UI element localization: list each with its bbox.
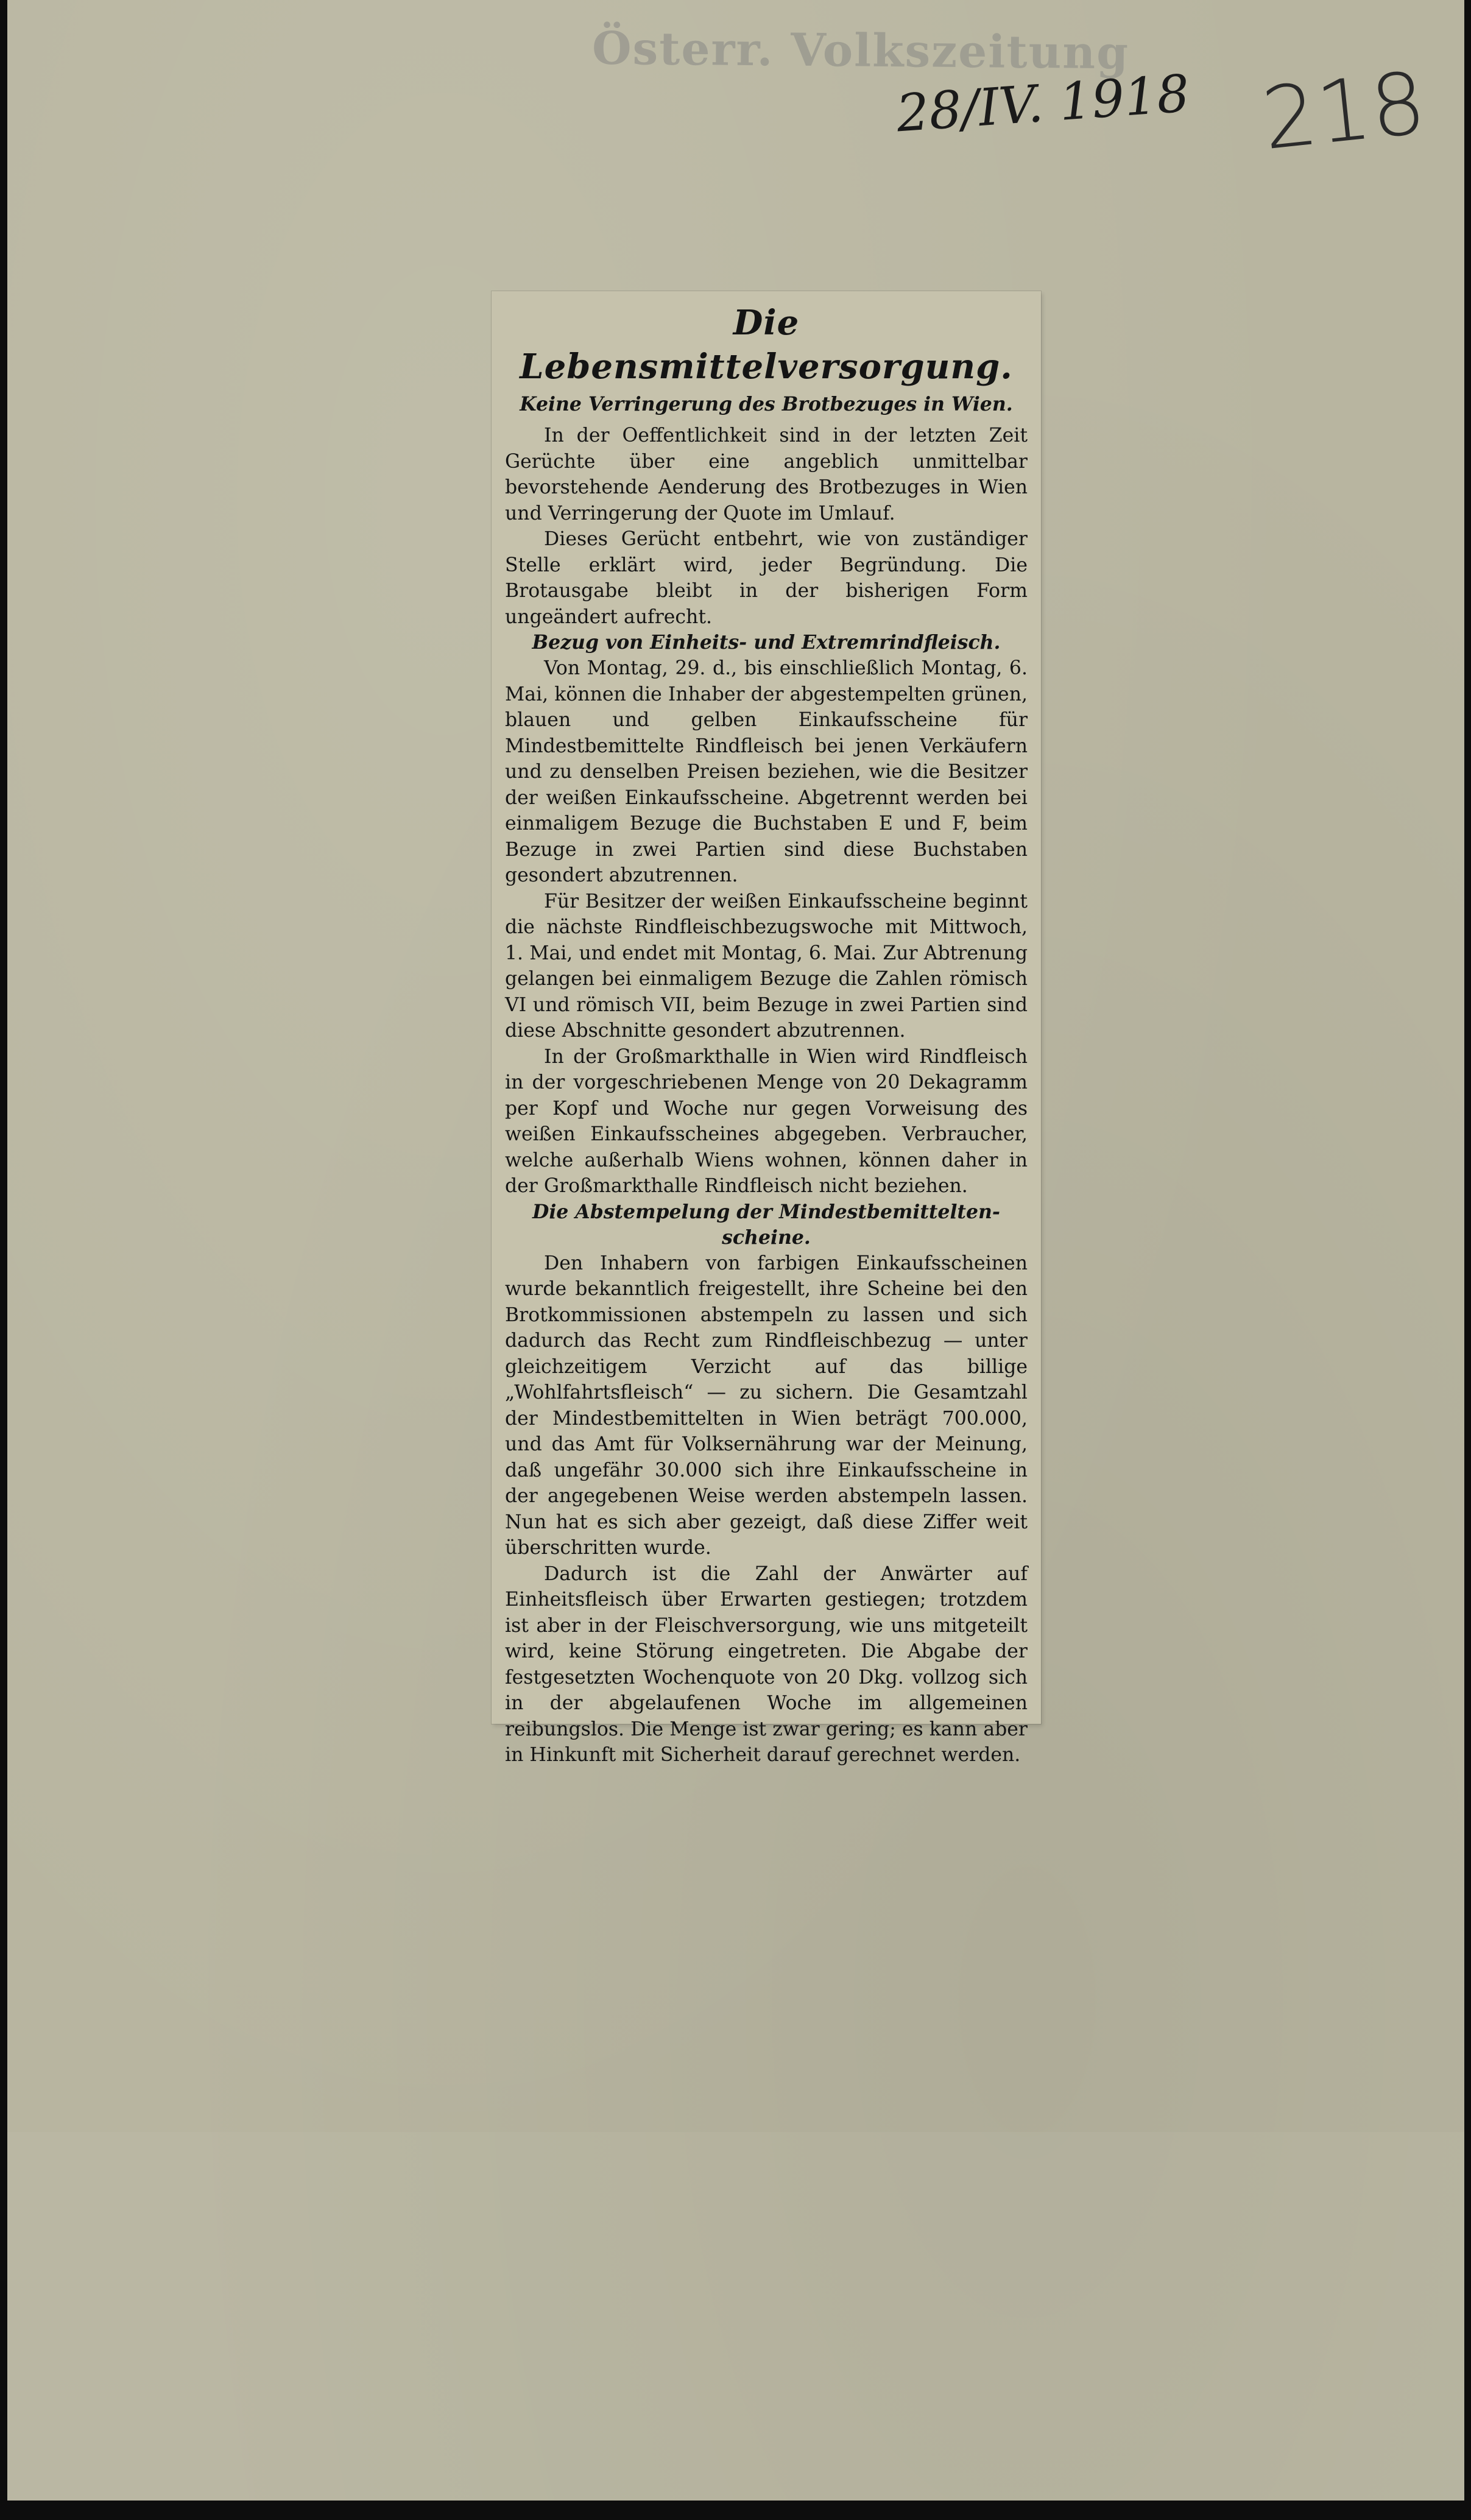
newspaper-source-stamp: Österr. Volkszeitung [591, 22, 1130, 80]
handwritten-date: 28/IV. 1918 [894, 63, 1191, 144]
section-heading: Bezug von Einheits- und Extremrindfleisch. [532, 631, 1001, 654]
section-heading: Die Abstempelung der Mindestbemittelten-scheine. [532, 1200, 1000, 1249]
article-paragraph: Dadurch ist die Zahl der Anwärter auf Einheitsfleisch über Erwarten gestiegen; trotzdem ist aber in der Fleischversorgung, wie uns mitgeteilt wird, keine Störung eingetreten. Die Abgabe der festgesetzten Wochenquote von 20 Dkg. vollzog sich in der abgelaufenen Woche im allgemeinen reibungslos. Die Menge ist zwar gering; es kann aber in Hinkunft mit Sicherheit darauf gerechnet werden. [505, 1562, 1028, 1766]
article-paragraph: Für Besitzer der weißen Einkaufsscheine beginnt die nächste Rindfleischbezugswoche mit Mittwoch, 1. Mai, und endet mit Montag, 6. Mai. Zur Abtrenung gelangen bei einmaligem Bezuge die Zahlen römisch VI und römisch VII, beim Bezuge in zwei Partien sind diese Abschnitte gesondert abzutrennen. [505, 890, 1028, 1042]
article-paragraph: Dieses Gerücht entbehrt, wie von zuständiger Stelle erklärt wird, jeder Begründung. Die Brotausgabe bleibt in der bisherigen Form ungeändert aufrecht. [505, 528, 1028, 628]
handwritten-page-number: 218 [1257, 54, 1430, 170]
article-paragraph: Den Inhabern von farbigen Einkaufsscheinen wurde bekanntlich freigestellt, ihre Scheine bei den Brotkommissionen abstempeln zu lassen und sich dadurch das Recht zum Rindfleischbezug — unter gleichzeitigem Verzicht auf das billige „Wohlfahrtsfleisch“ — zu sichern. Die Gesamtzahl der Mindestbemittelten in Wien beträgt 700.000, und das Amt für Volksernährung war der Meinung, daß ungefähr 30.000 sich ihre Einkaufsscheine in der angegebenen Weise werden abstempeln lassen. Nun hat es sich aber gezeigt, daß diese Ziffer weit überschritten wurde. [505, 1252, 1028, 1559]
article-paragraph: In der Großmarkthalle in Wien wird Rindfleisch in der vorgeschriebenen Menge von 20 Dekagramm per Kopf und Woche nur gegen Vorweisung des weißen Einkaufsscheines abgegeben. Verbraucher, welche außerhalb Wiens wohnen, können daher in der Großmarkthalle Rindfleisch nicht beziehen. [505, 1045, 1028, 1197]
article-paragraph: In der Oeffentlichkeit sind in der letzten Zeit Gerüchte über eine angeblich unmittelbar bevorstehende Aenderung des Brotbezuges in Wien und Verringerung der Quote im Umlauf. [505, 425, 1028, 524]
article-title: Die Lebensmittelversorgung. [520, 303, 1013, 387]
archive-sheet [7, 0, 1464, 2501]
newspaper-clipping [492, 291, 1041, 1766]
article-subtitle: Keine Verringerung des Brotbezuges in Wien. [520, 393, 1013, 415]
scan-shadow-band [7, 2132, 1464, 2501]
article-paragraph: Von Montag, 29. d., bis einschließlich Montag, 6. Mai, können die Inhaber der abgestempelten grünen, blauen und gelben Einkaufsscheine für Mindestbemittelte Rindfleisch bei jenen Verkäufern und zu denselben Preisen beziehen, wie die Besitzer der weißen Einkaufsscheine. Abgetrennt werden bei einmaligem Bezuge die Buchstaben E und F, beim Bezuge in zwei Partien sind diese Buchstaben gesondert abzutrennen. [505, 657, 1028, 886]
